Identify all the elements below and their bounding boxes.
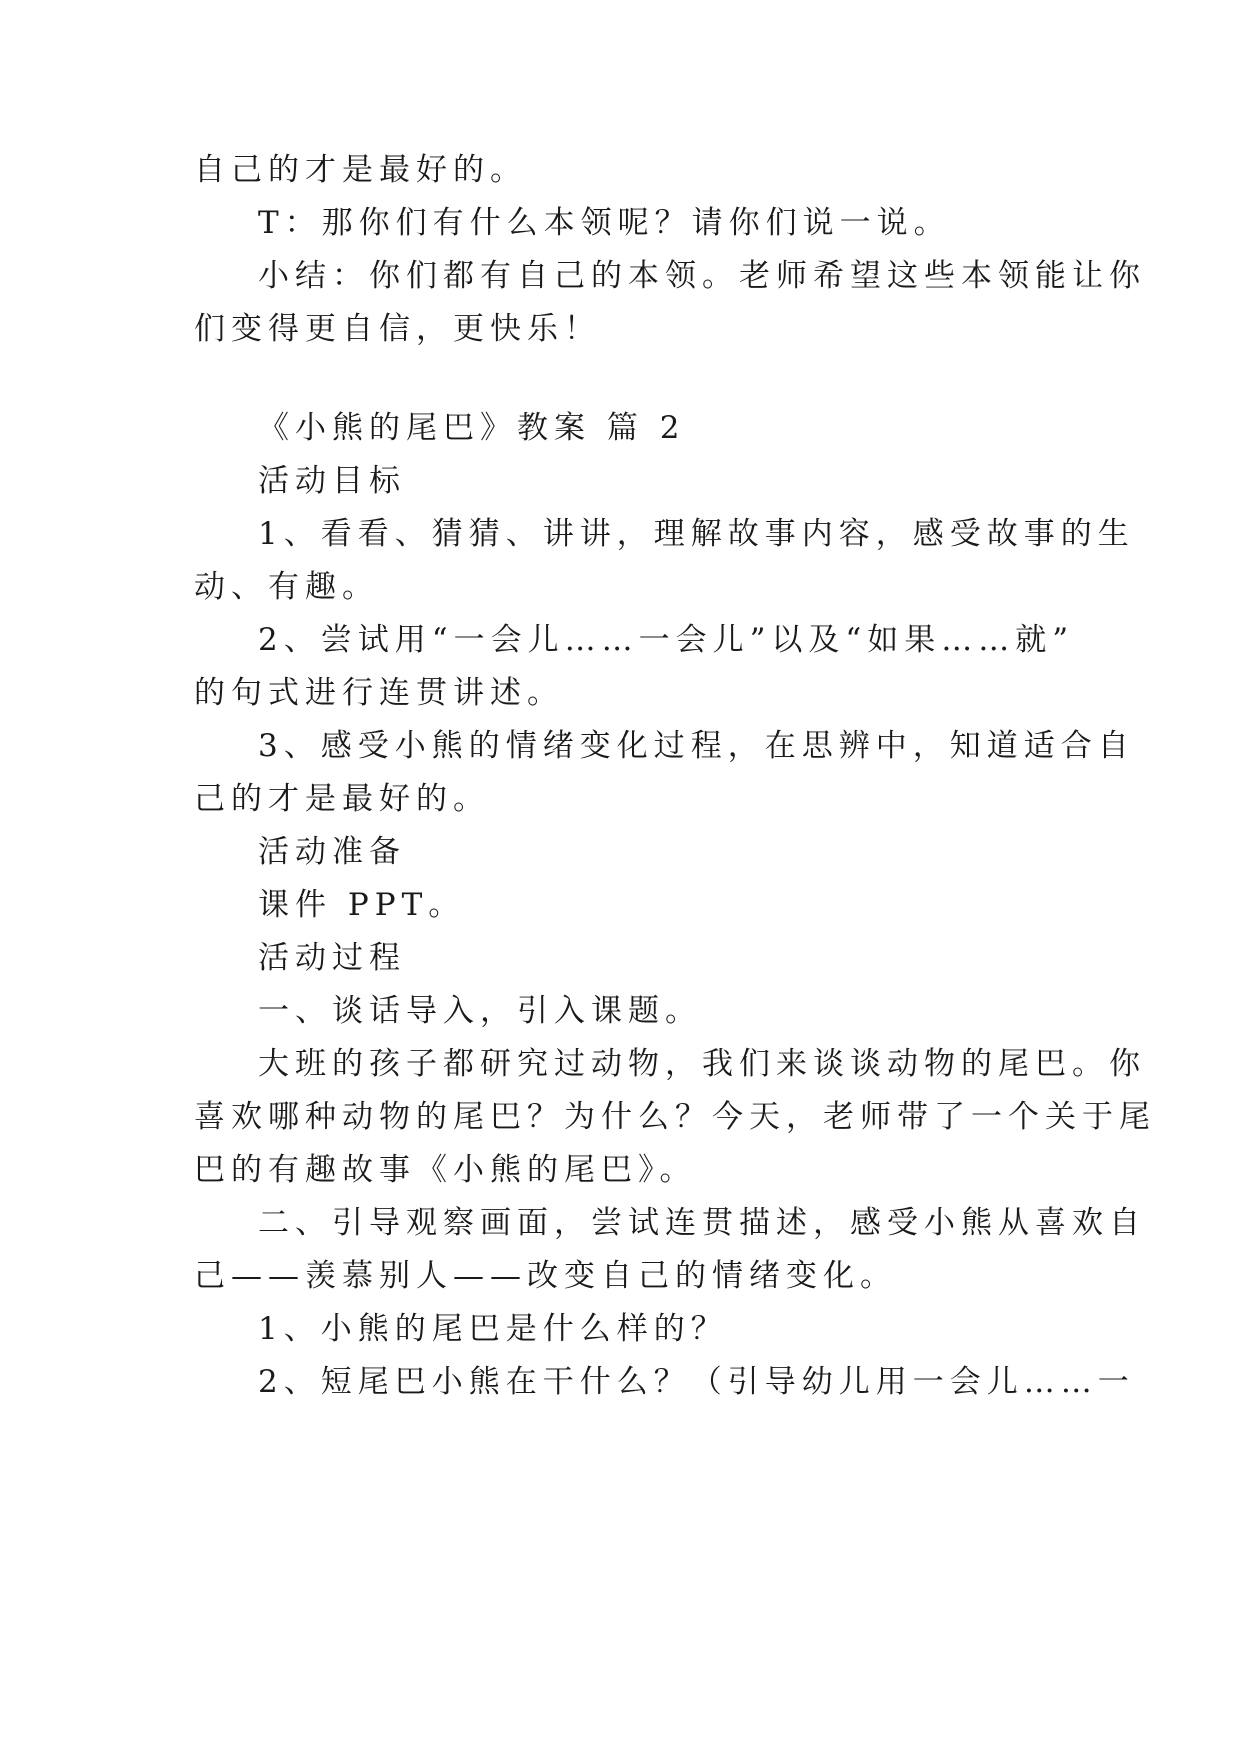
- subheading: 活动过程: [258, 940, 406, 976]
- text-line: 课件 PPT。: [258, 887, 466, 923]
- text-line: 1、小熊的尾巴是什么样的？: [258, 1311, 728, 1347]
- subheading: 活动目标: [258, 463, 406, 499]
- text-line: 的句式进行连贯讲述。: [194, 675, 564, 711]
- text-line: 们变得更自信，更快乐！: [194, 311, 601, 347]
- text-line: 一、谈话导入，引入课题。: [258, 993, 702, 1029]
- text-line: 自己的才是最好的。: [194, 152, 527, 188]
- subheading: 活动准备: [258, 834, 406, 870]
- text-line: 2、短尾巴小熊在干什么？（引导幼儿用一会儿……一: [258, 1364, 1135, 1400]
- text-line: 喜欢哪种动物的尾巴？为什么？今天，老师带了一个关于尾: [194, 1099, 1156, 1135]
- text-line: 己的才是最好的。: [194, 781, 490, 817]
- text-line: T：那你们有什么本领呢？请你们说一说。: [258, 205, 951, 241]
- text-line: 2、尝试用“一会儿……一会儿”以及“如果……就”: [258, 622, 1075, 658]
- text-line: 己——羡慕别人——改变自己的情绪变化。: [194, 1258, 897, 1294]
- text-line: 大班的孩子都研究过动物，我们来谈谈动物的尾巴。你: [258, 1046, 1146, 1082]
- text-line: 1、看看、猜猜、讲讲，理解故事内容，感受故事的生: [258, 516, 1135, 552]
- text-line: 3、感受小熊的情绪变化过程，在思辨中，知道适合自: [258, 728, 1135, 764]
- text-line: 小结：你们都有自己的本领。老师希望这些本领能让你: [258, 258, 1146, 294]
- text-line: 动、有趣。: [194, 569, 379, 605]
- text-line: 巴的有趣故事《小熊的尾巴》。: [194, 1152, 697, 1188]
- text-line: 二、引导观察画面，尝试连贯描述，感受小熊从喜欢自: [258, 1205, 1146, 1241]
- section-heading: 《小熊的尾巴》教案 篇 2: [258, 410, 686, 446]
